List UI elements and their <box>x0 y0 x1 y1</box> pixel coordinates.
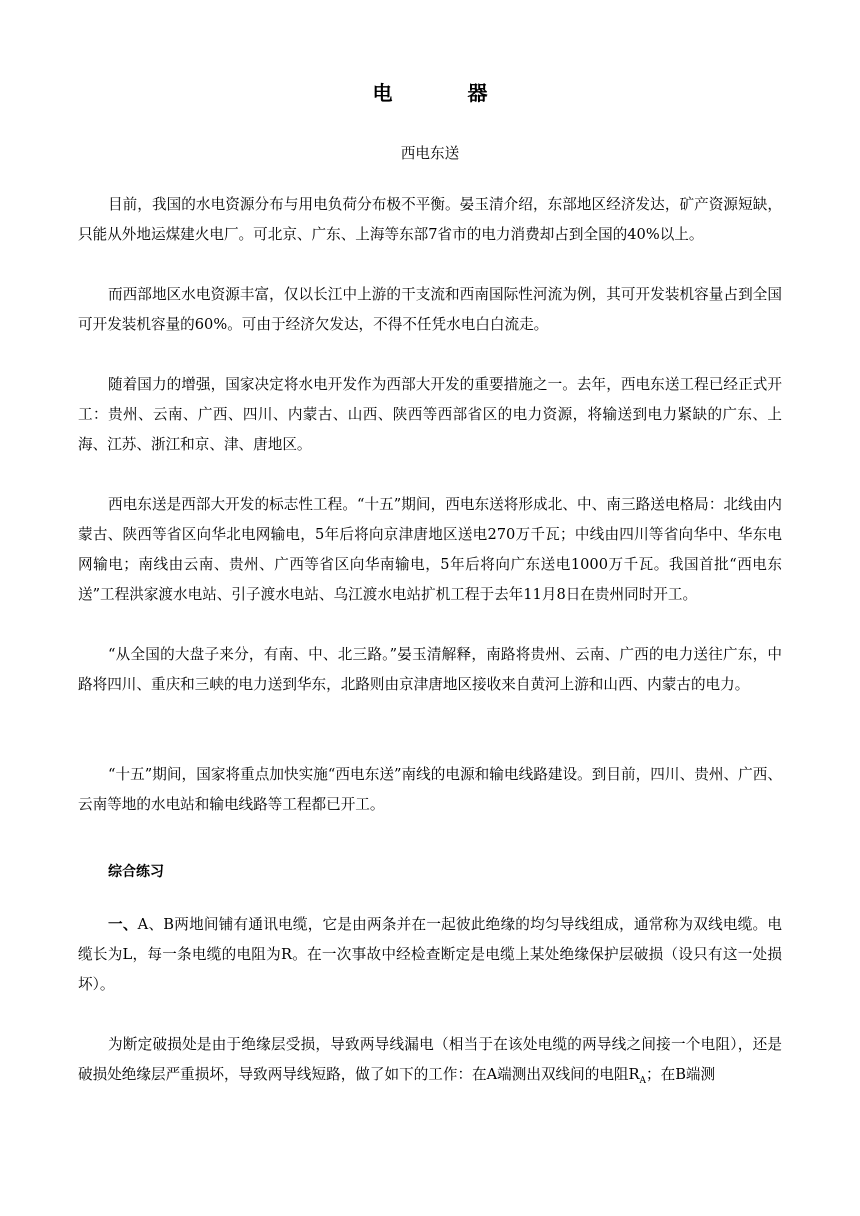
exercise-paragraph-1 <box>78 910 782 1000</box>
paragraph-2: 而西部地区水电资源丰富，仅以长江中上游的干支流和西南国际性河流为例，其可开发装机容量占到全国可开发装机容量的60%。可由于经济欠发达，不得不任凭水电白白流走。 <box>78 286 782 333</box>
paragraph-4: 西电东送是西部大开发的标志性工程。“十五”期间，西电东送将形成北、中、南三路送电格局：北线由内蒙古、陕西等省区向华北电网输电，5年后将向京津唐地区送电270万千瓦；中线由四川等省向华中、华东电网输电；南线由云南、贵州、广西等省区向华南输电，5年后将向广东送电1000万千瓦。我国首批“西电东送”工程洪家渡水电站、引子渡水电站、乌江渡水电站扩机工程于去年11月8日在贵州同时开工。 <box>78 496 782 603</box>
paragraph-5: “从全国的大盘子来分，有南、中、北三路。”晏玉清解释，南路将贵州、云南、广西的电力送往广东，中路将四川、重庆和三峡的电力送到华东，北路则由京津唐地区接收来自黄河上游和山西、内蒙古的电力。 <box>78 646 782 693</box>
page-title: 电 器 <box>372 81 522 105</box>
paragraph-3: 随着国力的增强，国家决定将水电开发作为西部大开发的重要措施之一。去年，西电东送工程已经正式开工：贵州、云南、广西、四川、内蒙古、山西、陕西等西部省区的电力资源，将输送到电力紧缺的广东、上海、江苏、浙江和京、津、唐地区。 <box>78 376 782 453</box>
exercise-heading: 综合练习 <box>108 864 164 880</box>
resistance-subscript: A <box>639 1075 646 1086</box>
exercise-number: 一、 <box>108 916 138 933</box>
exercise-text-2-tail: ；在B端测 <box>646 1066 716 1083</box>
paragraph-6: “十五”期间，国家将重点加快实施“西电东送”南线的电源和输电线路建设。到目前，四川、贵州、广西、云南等地的水电站和输电线路等工程都已开工。 <box>78 766 782 813</box>
paragraph-1: 目前，我国的水电资源分布与用电负荷分布极不平衡。晏玉清介绍，东部地区经济发达，矿产资源短缺，只能从外地运煤建火电厂。可北京、广东、上海等东部7省市的电力消费却占到全国的40%以上。 <box>78 196 782 243</box>
exercise-paragraph-2 <box>78 1030 782 1096</box>
exercise-text-2: 为断定破损处是由于绝缘层受损，导致两导线漏电（相当于在该处电缆的两导线之间接一个电阻），还是破损处绝缘层严重损坏，导致两导线短路，做了如下的工作：在A端测出双线间的电阻R <box>78 1036 782 1083</box>
exercise-text-1: A、B两地间铺有通讯电缆，它是由两条并在一起彼此绝缘的均匀导线组成，通常称为双线电缆。电缆长为L，每一条电缆的电阻为R。在一次事故中经检查断定是电缆上某处绝缘保护层破损（设只有这一处损坏）。 <box>78 916 782 993</box>
page-subtitle: 西电东送 <box>400 145 460 162</box>
